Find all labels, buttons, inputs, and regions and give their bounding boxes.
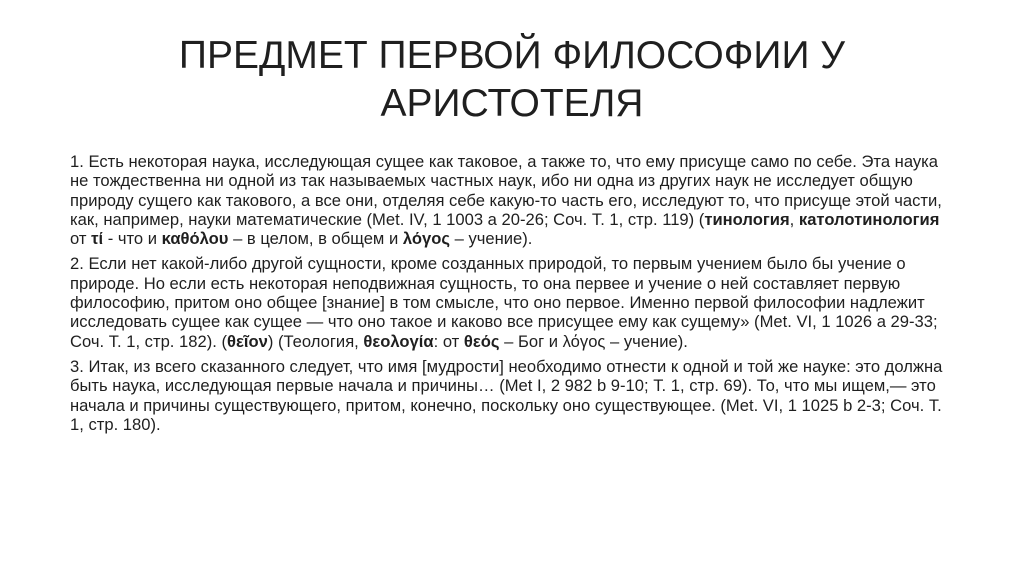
term-ti: τί bbox=[91, 229, 104, 249]
paragraph-2 bbox=[70, 254, 950, 350]
paragraph-2-sep-2: : от bbox=[433, 331, 464, 351]
paragraph-3-text: 3. Итак, из всего сказанного следует, что имя [мудрости] необходимо отнести к одной и той же науке: это должна быть наука, исследующая первые начала и причины… (Met I, 2 982 b 9-10; Т. 1, стр. 69). То, что мы ищем,— это начала и причины существующего, притом, конечно, поскольку оно существующее. (Met. VI, 1 1025 b 2-3; Соч. Т. 1, стр. 180). bbox=[70, 356, 943, 434]
term-katolotinology: католотинология bbox=[798, 209, 940, 229]
paragraph-3 bbox=[70, 357, 950, 434]
paragraph-1-sep-4: – в целом, в общем и bbox=[228, 229, 403, 249]
term-tinology: тинология bbox=[704, 209, 790, 229]
paragraph-2-sep-1: ) (Теология, bbox=[267, 331, 364, 351]
slide-body bbox=[70, 152, 950, 440]
paragraph-2-sep-3: – Бог и λόγος – учение). bbox=[499, 331, 688, 351]
slide-title-line-2: АРИСТОТЕЛЯ bbox=[380, 82, 644, 125]
paragraph-1-sep-2: от bbox=[70, 229, 92, 249]
term-theos: θεός bbox=[463, 331, 500, 351]
paragraph-1-sep-5: – учение). bbox=[450, 229, 533, 249]
slide-title-line-1: ПРЕДМЕТ ПЕРВОЙ ФИЛОСОФИИ У bbox=[178, 34, 846, 77]
term-theologia: θεολογία bbox=[363, 331, 434, 351]
paragraph-1 bbox=[70, 152, 950, 248]
term-logos: λόγος bbox=[402, 229, 450, 249]
paragraph-1-sep-3: - что и bbox=[103, 229, 162, 249]
slide-title bbox=[70, 32, 954, 128]
paragraph-2-text: 2. Если нет какой-либо другой сущности, кроме созданных природой, то первым учением было бы учение о природе. Но если есть некоторая неподвижная сущность, то она первее и учение о ней составляет первую философию, притом оно общее [знание] в том смысле, что оно первое. Именно первой философии надлежит исследовать сущее как сущее — что оно такое и каково все присущее ему как сущему» (Met. VI, 1 1026 a 29-33; Соч. Т. 1, стр. 182). ( bbox=[70, 254, 938, 351]
term-katholou: καθόλου bbox=[161, 229, 229, 249]
paragraph-1-sep-1: , bbox=[789, 209, 799, 229]
paragraph-1-text: 1. Есть некоторая наука, исследующая сущее как таковое, а также то, что ему присуще само по себе. Эта наука не тождественна ни одной из так называемых частных наук, ибо ни одна из других наук не исследует общую природу сущего как такового, а все они, отделяя себе какую-то часть его, исследуют то, что присуще этой части, как, например, науки математические (Met. IV, 1 1003 a 20-26; Соч. Т. 1, стр. 119) ( bbox=[70, 152, 942, 229]
term-theion: θεῖον bbox=[226, 331, 268, 351]
